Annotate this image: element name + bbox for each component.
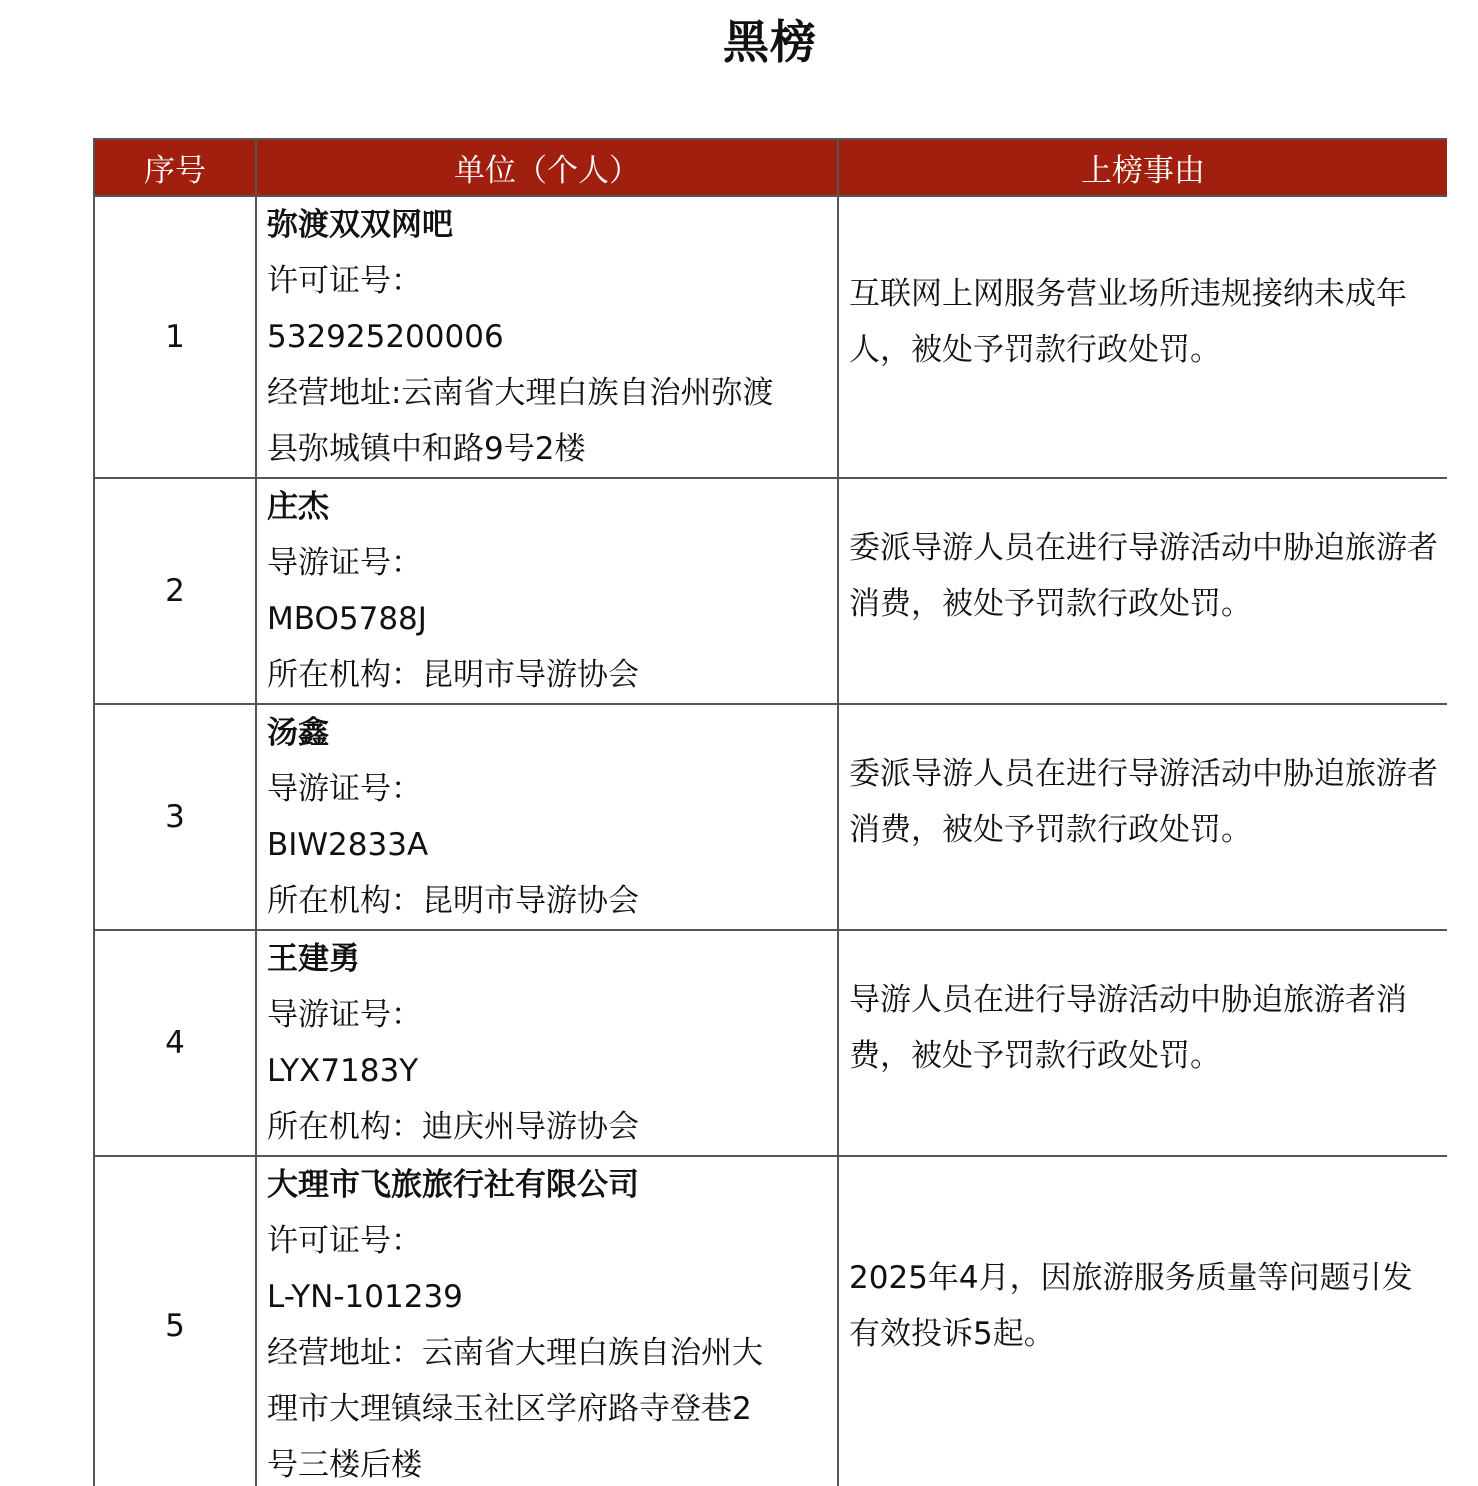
unit-name: 庄杰 (267, 489, 329, 525)
unit-detail-line: L-YN-101239 (267, 1279, 463, 1315)
unit-detail-line: 号三楼后楼 (267, 1447, 422, 1483)
header-index: 序号 (94, 139, 256, 196)
reason-text: 导游人员在进行导游活动中胁迫旅游者消费，被处予罚款行政处罚。 (849, 982, 1407, 1074)
unit-detail-line: 导游证号： (267, 771, 422, 807)
reason-text: 委派导游人员在进行导游活动中胁迫旅游者消费，被处予罚款行政处罚。 (849, 530, 1438, 622)
reason-text: 2025年4月，因旅游服务质量等问题引发有效投诉5起。 (849, 1260, 1413, 1352)
table-header-row (94, 139, 1447, 196)
unit-detail-line: 经营地址：云南省大理白族自治州大 (267, 1335, 763, 1371)
row-unit (256, 930, 838, 1156)
header-reason: 上榜事由 (838, 139, 1447, 196)
row-reason (838, 930, 1447, 1156)
unit-detail-line: 理市大理镇绿玉社区学府路寺登巷2 (267, 1391, 752, 1427)
unit-detail-line: 导游证号： (267, 545, 422, 581)
row-index: 3 (94, 704, 256, 930)
blacklist-table-container (93, 138, 1447, 1486)
reason-text: 委派导游人员在进行导游活动中胁迫旅游者消费，被处予罚款行政处罚。 (849, 756, 1438, 848)
unit-detail-line: 所在机构：昆明市导游协会 (267, 883, 639, 919)
row-unit (256, 1156, 838, 1486)
table-row (94, 478, 1447, 704)
row-index: 4 (94, 930, 256, 1156)
unit-detail-line: 532925200006 (267, 319, 504, 355)
row-reason (838, 196, 1447, 478)
unit-detail-line: MBO5788J (267, 601, 427, 637)
unit-detail-line: 许可证号： (267, 1223, 422, 1259)
row-reason (838, 704, 1447, 930)
unit-detail-line: BIW2833A (267, 827, 429, 863)
table-row (94, 704, 1447, 930)
unit-detail-line: 县弥城镇中和路9号2楼 (267, 431, 586, 467)
unit-detail-line: 许可证号： (267, 263, 422, 299)
unit-name: 大理市飞旅旅行社有限公司 (267, 1167, 639, 1203)
row-index: 2 (94, 478, 256, 704)
unit-detail-line: 导游证号： (267, 997, 422, 1033)
table-row (94, 1156, 1447, 1486)
unit-name: 汤鑫 (267, 715, 329, 751)
table-row (94, 196, 1447, 478)
reason-text: 互联网上网服务营业场所违规接纳未成年人，被处予罚款行政处罚。 (849, 276, 1407, 368)
row-unit (256, 478, 838, 704)
row-reason (838, 478, 1447, 704)
row-reason (838, 1156, 1447, 1486)
table-row (94, 930, 1447, 1156)
header-unit: 单位（个人） (256, 139, 838, 196)
unit-detail-line: 所在机构：昆明市导游协会 (267, 657, 639, 693)
unit-detail-line: 所在机构：迪庆州导游协会 (267, 1109, 639, 1145)
unit-detail-line: 经营地址:云南省大理白族自治州弥渡 (267, 375, 774, 411)
row-unit (256, 196, 838, 478)
unit-detail-line: LYX7183Y (267, 1053, 419, 1089)
row-index: 5 (94, 1156, 256, 1486)
row-index: 1 (94, 196, 256, 478)
unit-name: 王建勇 (267, 941, 360, 977)
unit-name: 弥渡双双网吧 (267, 207, 453, 243)
blacklist-table (93, 138, 1447, 1486)
page-title: 黑榜 (723, 15, 817, 69)
row-unit (256, 704, 838, 930)
